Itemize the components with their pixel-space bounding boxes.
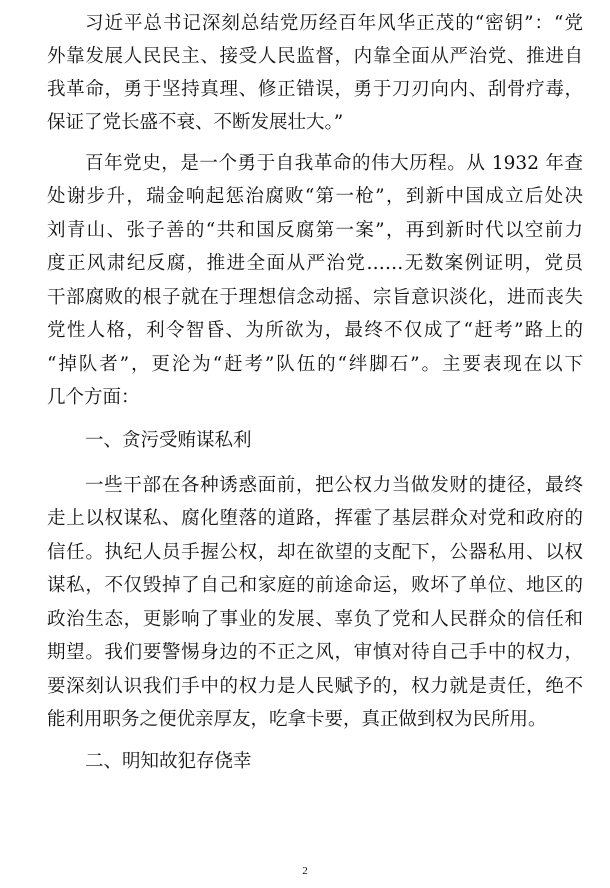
paragraph-line: 走上以权谋私、腐化堕落的道路，挥霍了基层群众对党和政府的 (47, 508, 583, 529)
paragraph-line: 能利用职务之便优亲厚友，吃拿卡要，真正做到权为民所用。 (47, 709, 547, 730)
paragraph-line: 外靠发展人民民主、接受人民监督，内靠全面从严治党、推进自 (47, 46, 583, 67)
paragraph-line: 我革命，勇于坚持真理、修正错误，勇于刀刃向内、刮骨疗毒， (47, 79, 583, 100)
paragraph-line: 习近平总书记深刻总结党历经百年风华正茂的“密钥”：“党 (85, 13, 583, 34)
paragraph-line: “掉队者”，更沦为“赶考”队伍的“绊脚石”。主要表现在以下 (47, 354, 583, 375)
page-number: 2 (302, 865, 308, 877)
paragraph-line: 一些干部在各种诱惑面前，把公权力当做发财的捷径，最终 (85, 475, 583, 496)
paragraph-line: 刘青山、张子善的“共和国反腐第一案”，再到新时代以空前力 (47, 220, 583, 241)
paragraph-line: 信任。执纪人员手握公权，却在欲望的支配下，公器私用、以权 (47, 542, 583, 563)
paragraph-line: 谋私，不仅毁掉了自己和家庭的前途命运，败坏了单位、地区的 (47, 575, 583, 596)
paragraph-line: 期望。我们要警惕身边的不正之风，审慎对待自己手中的权力， (47, 642, 583, 663)
paragraph-line: 政治生态，更影响了事业的发展、辜负了党和人民群众的信任和 (47, 609, 583, 630)
paragraph-line: 干部腐败的根子就在于理想信念动摇、宗旨意识淡化，进而丧失 (47, 287, 583, 308)
paragraph-line: 处谢步升，瑞金响起惩治腐败“第一枪”，到新中国成立后处决 (47, 186, 583, 207)
paragraph-line: 党性人格，利令智昏、为所欲为，最终不仅成了“赶考”路上的 (47, 320, 583, 341)
paragraph-line: 要深刻认识我们手中的权力是人民赋予的，权力就是责任，绝不 (47, 676, 583, 697)
paragraph-line: 度正风肃纪反腐，推进全面从严治党……无数案例证明，党员 (47, 253, 583, 274)
paragraph-line: 百年党史，是一个勇于自我革命的伟大历程。从 1932 年查 (85, 153, 583, 174)
section-heading: 二、明知故犯存侥幸 (85, 751, 252, 772)
section-heading: 一、贪污受贿谋私利 (85, 430, 252, 451)
paragraph-line: 保证了党长盛不衰、不断发展壮大。” (47, 112, 344, 133)
paragraph-line: 几个方面： (47, 387, 140, 408)
